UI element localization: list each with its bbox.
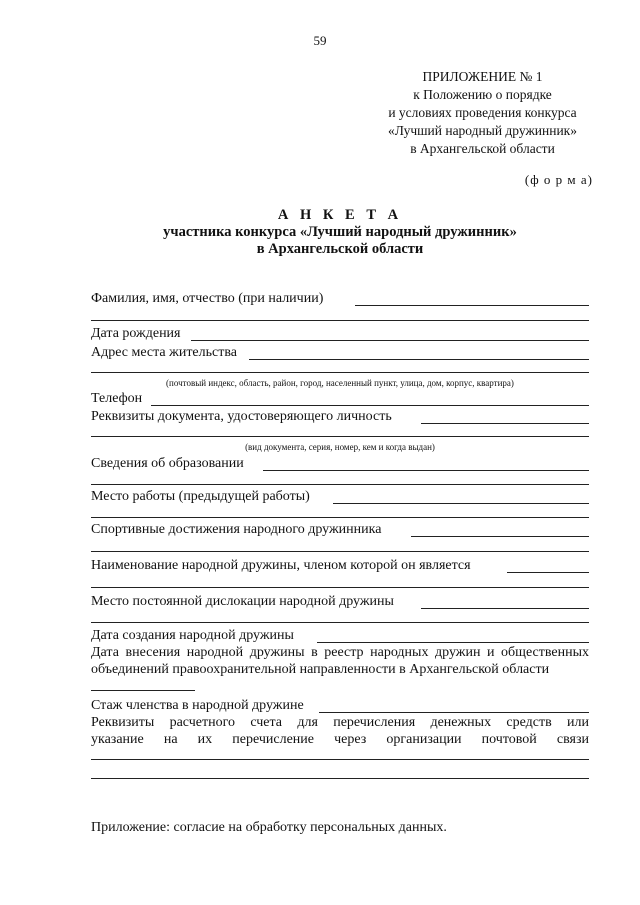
membership-field[interactable] [91,696,589,716]
phone-line[interactable] [151,405,589,406]
birth-date-label: Дата рождения [91,326,181,341]
membership-line[interactable] [319,712,589,713]
address-line[interactable] [249,359,589,360]
squad-created-label: Дата создания народной дружины [91,628,294,643]
appendix-line: к Положению о порядке [413,87,552,102]
squad-name-label: Наименование народной дружины, членом которой он является [91,558,471,573]
birth-date-line[interactable] [191,340,589,341]
squad-location-label: Место постоянной дислокации народной дружины [91,594,394,609]
education-line[interactable] [263,470,589,471]
title-line-2: участника конкурса «Лучший народный дружинник» [163,224,517,240]
bank-details-text [91,715,589,748]
page-number: 59 [313,33,327,48]
sport-continuation-line[interactable] [91,551,589,552]
document-field[interactable] [91,407,589,427]
appendix-line: ПРИЛОЖЕНИЕ № 1 [422,69,543,84]
registry-date-text [91,645,589,678]
sport-label: Спортивные достижения народного дружинника [91,522,382,537]
squad-location-continuation-line[interactable] [91,622,589,623]
appendix-header [360,68,605,158]
appendix-line: и условиях проведения конкурса [388,105,577,120]
document-continuation-line[interactable] [91,436,589,437]
registry-line-1: Дата внесения народной дружины в реестр народных дружин и общественных [91,645,589,660]
sport-line[interactable] [411,536,589,537]
education-field[interactable] [91,454,589,474]
registry-date-line[interactable] [91,690,195,691]
work-continuation-line[interactable] [91,517,589,518]
squad-name-field[interactable] [91,556,589,576]
fio-field[interactable] [91,289,589,309]
work-label: Место работы (предыдущей работы) [91,489,310,504]
work-field[interactable] [91,487,589,507]
fio-line[interactable] [355,305,589,306]
birth-date-field[interactable] [91,324,589,344]
registry-line-2: объединений правоохранительной направленности в Архангельской области [91,661,550,677]
squad-created-field[interactable] [91,626,589,646]
squad-created-line[interactable] [317,642,589,643]
appendix-line: «Лучший народный дружинник» [388,123,577,138]
appendix-line: в Архангельской области [410,141,555,156]
bank-line-1: Реквизиты расчетного счета для перечисления денежных средств или [91,715,589,730]
document-line[interactable] [421,423,589,424]
document-hint: (вид документа, серия, номер, кем и когда выдан) [245,442,435,452]
attachment-note: Приложение: согласие на обработку персональных данных. [91,820,447,835]
phone-field[interactable] [91,389,589,409]
membership-label: Стаж членства в народной дружине [91,698,304,713]
title-line-1: А Н К Е Т А [277,207,403,223]
form-title [0,207,640,258]
bank-details-line-2[interactable] [91,778,589,779]
squad-name-line[interactable] [507,572,589,573]
squad-location-line[interactable] [421,608,589,609]
squad-name-continuation-line[interactable] [91,587,589,588]
work-line[interactable] [333,503,589,504]
fio-label: Фамилия, имя, отчество (при наличии) [91,291,324,306]
sport-field[interactable] [91,520,589,540]
fio-continuation-line[interactable] [91,320,589,321]
address-label: Адрес места жительства [91,345,237,360]
education-label: Сведения об образовании [91,456,244,471]
education-continuation-line[interactable] [91,484,589,485]
phone-label: Телефон [91,391,143,406]
document-label: Реквизиты документа, удостоверяющего личность [91,409,392,424]
bank-details-line-1[interactable] [91,759,589,760]
title-line-3: в Архангельской области [256,241,424,257]
squad-location-field[interactable] [91,592,589,612]
bank-line-2: указание на их перечисление через организации почтовой связи [91,731,589,747]
address-hint: (почтовый индекс, область, район, город, населенный пункт, улица, дом, корпус, квартира) [166,378,514,388]
form-label: (ф о р м а) [524,172,593,187]
address-field[interactable] [91,343,589,363]
address-continuation-line[interactable] [91,372,589,373]
